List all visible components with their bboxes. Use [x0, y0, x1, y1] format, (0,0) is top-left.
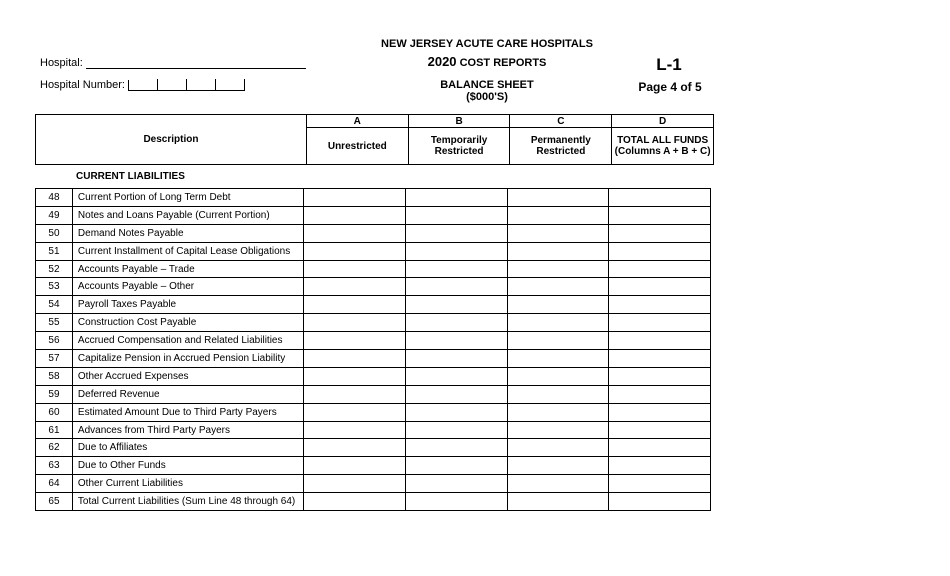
table-row	[36, 278, 711, 296]
line-description: Demand Notes Payable	[72, 224, 303, 242]
input-permanently-restricted[interactable]	[507, 350, 609, 368]
input-permanently-restricted[interactable]	[507, 314, 609, 332]
input-unrestricted[interactable]	[304, 189, 406, 207]
header-col-a-letter: A	[306, 115, 408, 128]
input-temporarily-restricted[interactable]	[406, 457, 508, 475]
line-description: Notes and Loans Payable (Current Portion)	[72, 206, 303, 224]
input-temporarily-restricted[interactable]	[406, 403, 508, 421]
table-row	[36, 224, 711, 242]
line-description: Accrued Compensation and Related Liabilities	[72, 332, 303, 350]
line-number: 48	[36, 189, 73, 207]
line-number: 53	[36, 278, 73, 296]
units-label: ($000'S)	[466, 91, 508, 103]
input-total-all-funds[interactable]	[609, 493, 711, 511]
line-description: Capitalize Pension in Accrued Pension Liability	[72, 350, 303, 368]
line-description: Payroll Taxes Payable	[72, 296, 303, 314]
input-permanently-restricted[interactable]	[507, 403, 609, 421]
input-temporarily-restricted[interactable]	[406, 260, 508, 278]
input-unrestricted[interactable]	[304, 314, 406, 332]
input-unrestricted[interactable]	[304, 278, 406, 296]
line-number: 57	[36, 350, 73, 368]
line-number: 52	[36, 260, 73, 278]
input-unrestricted[interactable]	[304, 350, 406, 368]
line-number: 50	[36, 224, 73, 242]
input-unrestricted[interactable]	[304, 493, 406, 511]
section-heading: CURRENT LIABILITIES	[76, 171, 185, 182]
hospital-number-box[interactable]	[158, 79, 187, 91]
table-row	[36, 367, 711, 385]
input-total-all-funds[interactable]	[609, 332, 711, 350]
input-permanently-restricted[interactable]	[507, 421, 609, 439]
header-col-d-label	[612, 128, 714, 165]
input-temporarily-restricted[interactable]	[406, 296, 508, 314]
header-description: Description	[36, 115, 307, 165]
input-temporarily-restricted[interactable]	[406, 189, 508, 207]
line-number: 56	[36, 332, 73, 350]
org-title: NEW JERSEY ACUTE CARE HOSPITALS	[381, 38, 593, 50]
input-total-all-funds[interactable]	[609, 314, 711, 332]
input-unrestricted[interactable]	[304, 367, 406, 385]
input-unrestricted[interactable]	[304, 403, 406, 421]
line-number: 61	[36, 421, 73, 439]
input-unrestricted[interactable]	[304, 421, 406, 439]
input-total-all-funds[interactable]	[609, 403, 711, 421]
input-unrestricted[interactable]	[304, 332, 406, 350]
input-unrestricted[interactable]	[304, 475, 406, 493]
input-permanently-restricted[interactable]	[507, 367, 609, 385]
line-description: Current Installment of Capital Lease Obligations	[72, 242, 303, 260]
input-temporarily-restricted[interactable]	[406, 493, 508, 511]
input-unrestricted[interactable]	[304, 457, 406, 475]
input-temporarily-restricted[interactable]	[406, 439, 508, 457]
input-permanently-restricted[interactable]	[507, 260, 609, 278]
input-total-all-funds[interactable]	[609, 457, 711, 475]
table-row	[36, 350, 711, 368]
table-row	[36, 385, 711, 403]
input-unrestricted[interactable]	[304, 385, 406, 403]
report-title	[337, 54, 637, 69]
header-col-d-line1: TOTAL ALL FUNDS	[617, 135, 709, 146]
hospital-number-box[interactable]	[216, 79, 245, 91]
hospital-input[interactable]	[86, 57, 306, 69]
input-temporarily-restricted[interactable]	[406, 314, 508, 332]
line-description: Current Portion of Long Term Debt	[72, 189, 303, 207]
input-permanently-restricted[interactable]	[507, 493, 609, 511]
input-unrestricted[interactable]	[304, 242, 406, 260]
line-description: Deferred Revenue	[72, 385, 303, 403]
line-description: Other Current Liabilities	[72, 475, 303, 493]
line-number: 63	[36, 457, 73, 475]
input-temporarily-restricted[interactable]	[406, 385, 508, 403]
hospital-number-box[interactable]	[129, 79, 158, 91]
table-row	[36, 439, 711, 457]
form-code: L-1	[656, 55, 682, 74]
line-description: Estimated Amount Due to Third Party Payers	[72, 403, 303, 421]
input-permanently-restricted[interactable]	[507, 457, 609, 475]
header-col-c-line1: Permanently	[530, 135, 591, 146]
report-label: COST REPORTS	[459, 57, 547, 69]
input-permanently-restricted[interactable]	[507, 242, 609, 260]
table-row	[36, 403, 711, 421]
hospital-field	[40, 57, 306, 69]
input-unrestricted[interactable]	[304, 206, 406, 224]
hospital-number-box[interactable]	[187, 79, 216, 91]
line-number: 60	[36, 403, 73, 421]
input-permanently-restricted[interactable]	[507, 189, 609, 207]
column-header-table	[35, 114, 714, 165]
header-col-b-letter: B	[408, 115, 510, 128]
input-temporarily-restricted[interactable]	[406, 350, 508, 368]
line-description: Accounts Payable – Trade	[72, 260, 303, 278]
line-description: Due to Other Funds	[72, 457, 303, 475]
input-unrestricted[interactable]	[304, 296, 406, 314]
hospital-number-label: Hospital Number:	[40, 79, 125, 91]
input-temporarily-restricted[interactable]	[406, 367, 508, 385]
page-indicator: Page 4 of 5	[638, 80, 702, 94]
line-description: Accounts Payable – Other	[72, 278, 303, 296]
input-total-all-funds[interactable]	[609, 278, 711, 296]
input-permanently-restricted[interactable]	[507, 385, 609, 403]
header-col-b-label	[408, 128, 510, 165]
input-total-all-funds[interactable]	[609, 242, 711, 260]
table-row	[36, 421, 711, 439]
table-row	[36, 314, 711, 332]
input-permanently-restricted[interactable]	[507, 224, 609, 242]
input-permanently-restricted[interactable]	[507, 278, 609, 296]
input-temporarily-restricted[interactable]	[406, 224, 508, 242]
input-total-all-funds[interactable]	[609, 206, 711, 224]
header-col-c-label	[510, 128, 612, 165]
input-total-all-funds[interactable]	[609, 260, 711, 278]
input-temporarily-restricted[interactable]	[406, 278, 508, 296]
line-description: Construction Cost Payable	[72, 314, 303, 332]
input-temporarily-restricted[interactable]	[406, 421, 508, 439]
header-col-c-letter: C	[510, 115, 612, 128]
input-temporarily-restricted[interactable]	[406, 475, 508, 493]
report-year: 2020	[427, 54, 457, 69]
table-row	[36, 457, 711, 475]
input-temporarily-restricted[interactable]	[406, 242, 508, 260]
hospital-label: Hospital:	[40, 57, 83, 69]
input-total-all-funds[interactable]	[609, 224, 711, 242]
input-permanently-restricted[interactable]	[507, 439, 609, 457]
line-number: 54	[36, 296, 73, 314]
input-total-all-funds[interactable]	[609, 385, 711, 403]
header-col-a-label: Unrestricted	[306, 128, 408, 165]
table-row	[36, 206, 711, 224]
input-unrestricted[interactable]	[304, 439, 406, 457]
line-description: Due to Affiliates	[72, 439, 303, 457]
table-row	[36, 260, 711, 278]
line-number: 62	[36, 439, 73, 457]
line-number: 65	[36, 493, 73, 511]
table-row	[36, 242, 711, 260]
line-number: 58	[36, 367, 73, 385]
input-total-all-funds[interactable]	[609, 421, 711, 439]
header-col-d-letter: D	[612, 115, 714, 128]
header-col-b-line1: Temporarily	[430, 135, 488, 146]
table-row	[36, 332, 711, 350]
input-total-all-funds[interactable]	[609, 296, 711, 314]
table-row	[36, 493, 711, 511]
input-unrestricted[interactable]	[304, 260, 406, 278]
line-description: Total Current Liabilities (Sum Line 48 through 64)	[72, 493, 303, 511]
input-permanently-restricted[interactable]	[507, 332, 609, 350]
header-col-d-line2: (Columns A + B + C)	[614, 146, 711, 157]
input-permanently-restricted[interactable]	[507, 206, 609, 224]
input-total-all-funds[interactable]	[609, 439, 711, 457]
input-total-all-funds[interactable]	[609, 367, 711, 385]
line-description: Other Accrued Expenses	[72, 367, 303, 385]
line-number: 59	[36, 385, 73, 403]
table-row	[36, 189, 711, 207]
table-row	[36, 475, 711, 493]
input-total-all-funds[interactable]	[609, 475, 711, 493]
line-number: 55	[36, 314, 73, 332]
input-permanently-restricted[interactable]	[507, 475, 609, 493]
sheet-title: BALANCE SHEET	[440, 79, 534, 91]
input-total-all-funds[interactable]	[609, 350, 711, 368]
line-number: 51	[36, 242, 73, 260]
line-number: 49	[36, 206, 73, 224]
line-description: Advances from Third Party Payers	[72, 421, 303, 439]
input-unrestricted[interactable]	[304, 224, 406, 242]
header-col-b-line2: Restricted	[434, 146, 484, 157]
input-total-all-funds[interactable]	[609, 189, 711, 207]
input-temporarily-restricted[interactable]	[406, 332, 508, 350]
line-number: 64	[36, 475, 73, 493]
input-permanently-restricted[interactable]	[507, 296, 609, 314]
hospital-number-field	[40, 79, 245, 91]
input-temporarily-restricted[interactable]	[406, 206, 508, 224]
liabilities-table	[35, 188, 711, 511]
table-row	[36, 296, 711, 314]
header-col-c-line2: Restricted	[536, 146, 586, 157]
